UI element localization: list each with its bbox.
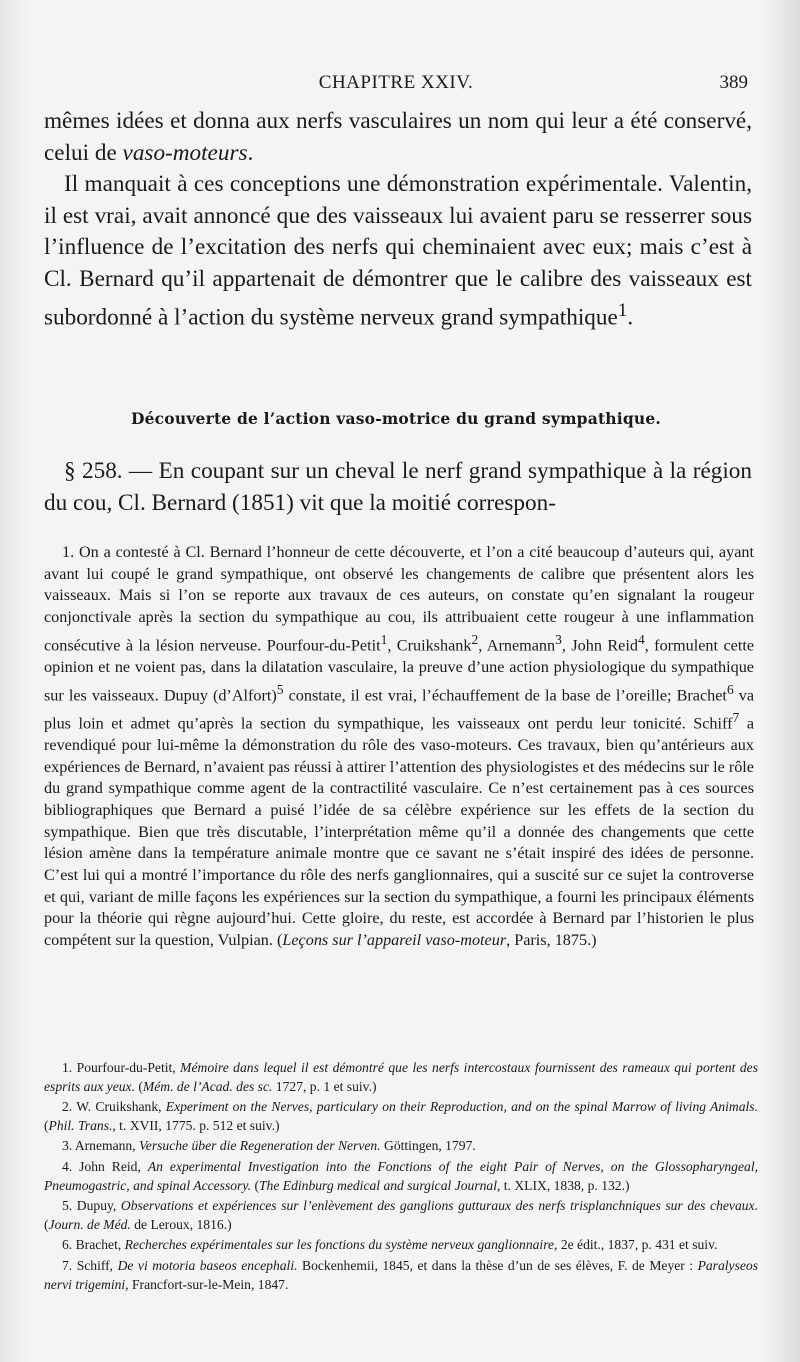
subnote-text: Göttingen, 1797. — [380, 1138, 476, 1154]
subnote-title: Versuche über die Regeneration der Nerven. — [139, 1138, 381, 1154]
term-vaso-moteurs: vaso-moteurs — [122, 139, 248, 166]
fn-ref: 1 — [380, 631, 388, 647]
subnote-title: De vi motoria baseos encephali. — [117, 1257, 298, 1273]
subnote-text: 7. Schiff, — [62, 1257, 118, 1273]
subnote-text: 2. W. Cruikshank, — [62, 1099, 166, 1115]
paragraph-2-end: . — [627, 304, 634, 331]
fn-text-part: a revendiqué pour lui-même la démonstration du rôle des vaso-moteurs. Ces travaux, bien qu’antérieurs aux expériences de Bernard, n’avaient pas réussi à attirer l’attention des physiologistes et des médecins sur le rôle du grand sympathique comme agent de la contractilité vasculaire. Ce n’est certainement pas à ces sources bibliographiques que Bernard a puisé l’idée de sa célèbre expérience sur les effets de la section du sympathique. Bien que très discutable, l’interprétation même qu’il a donnée des changements que cette lésion amène dans la température animale montre que ce savant ne s’était inspiré des idées de personne. C’est lui qui a montré l’importance du rôle des nerfs ganglionnaires, qui a suscité sur ce sujet la controverse et qui, variant de mille façons les expériences sur la section du sympathique, a fourni les principaux éléments pour la théorie qui règne aujourd’hui. Cette gloire, du reste, est accordée à Bernard par l’historien le plus compétent sur la question, Vulpian. ( — [44, 714, 755, 950]
fn-text-part: , Arnemann — [478, 636, 556, 655]
section-heading: Découverte de l’action vaso-motrice du grand sympathique. — [130, 409, 662, 428]
paragraph-1-text: mêmes idées et donna aux nerfs vasculaires un nom qui leur a été conservé, celui de — [44, 108, 752, 166]
fn-text-part: , John Reid — [561, 636, 638, 655]
fn-ref: 4 — [637, 631, 645, 647]
paragraph-1-end: . — [247, 139, 254, 166]
fn-ref: 5 — [276, 681, 284, 697]
subnote-text: ( — [134, 1078, 143, 1094]
paragraph-2-text: Il manquait à ces conceptions une démonstration expérimentale. Valentin, il est vrai, avait annoncé que des vaisseaux lui avaient paru se resserrer sous l’influence de l’excitation des nerfs qui cheminaient avec eux; mais c’est à Cl. Bernard qu’il appartenait de démontrer que le calibre des vaisseaux est subordonné à l’action du système nerveux grand sympathique — [44, 171, 752, 331]
subnote-text: ( — [251, 1177, 259, 1193]
subnote-text: 1727, p. 1 et suiv.) — [272, 1078, 377, 1094]
subnote-title: Recherches expérimentales sur les fonctions du système nerveux ganglionnaire, — [124, 1237, 558, 1253]
subnote-3 — [44, 1137, 758, 1156]
fn-ref: 2 — [471, 631, 479, 647]
fn-ref: 3 — [555, 631, 562, 647]
page-number: 389 — [719, 72, 748, 93]
subnote-4 — [44, 1158, 758, 1195]
fn-italic-title: Leçons sur l’appareil vaso-moteur — [282, 931, 507, 950]
subnote-title: Experiment on the Nerves, particulary on their Reproduction, and on the spinal Marrow of living Animals. — [165, 1099, 758, 1115]
subnote-text: 4. John Reid, — [62, 1158, 148, 1174]
subnote-5 — [44, 1197, 758, 1234]
subnote-source: Mém. de l’Acad. des sc. — [142, 1078, 273, 1094]
sub-footnotes — [44, 1059, 758, 1296]
subnote-text: de Leroux, 1816.) — [130, 1216, 232, 1232]
footnote-1-text — [44, 542, 754, 952]
subnote-text: , t. XVII, 1775. p. 512 et suiv.) — [112, 1117, 280, 1133]
section-258 — [44, 456, 752, 519]
subnote-source: The Edinburg medical and surgical Journal — [258, 1177, 497, 1193]
fn-text-part: va plus loin et admet qu’après la section du sympathique, les vaisseaux ont perdu leur tonicité. Schiff — [44, 686, 755, 733]
fn-text-part: , Cruikshank — [387, 636, 472, 655]
footnote-ref-1: 1 — [617, 300, 628, 321]
paragraph-2 — [44, 169, 752, 334]
subnote-title: Observations et expériences sur l’enlèvement des ganglions gutturaux des nerfs trisplanchniques sur des chevaux. — [120, 1198, 758, 1214]
subnote-title: An experimental Investigation into the Fonctions of the eight Pair of Nerves, on the Glossopharyngeal, Pneumogastric, and spinal Accessory. — [44, 1158, 758, 1193]
subnote-text: ( — [44, 1117, 49, 1133]
subnote-text: 1. Pourfour-du-Petit, — [62, 1060, 181, 1075]
footnote-1 — [44, 542, 754, 952]
paragraph-258: § 258. — En coupant sur un cheval le nerf grand sympathique à la région du cou, Cl. Bernard (1851) vit que la moitié correspon- — [44, 458, 752, 516]
chapter-title: CHAPITRE XXIV. — [318, 72, 474, 93]
subnote-source: Phil. Trans. — [48, 1117, 113, 1133]
fn-text-part: constate, il est vrai, l’échauffement de la base de l’oreille; Brachet — [283, 686, 727, 704]
fn-text-part: , formulent cette opinion et ne voient pas, dans la dilatation vasculaire, la preuve d’une action physiologique du sympathique sur les vaisseaux. Dupuy (d’Alfort) — [44, 636, 755, 704]
subnote-source: Paralyseos nervi trigemini, — [44, 1257, 758, 1292]
subnote-title: Mémoire dans lequel il est démontré que les nerfs intercostaux fournissent des rameaux qui portent des esprits aux yeux. — [44, 1060, 758, 1094]
main-text — [44, 106, 752, 334]
subnote-text: , t. XLIX, 1838, p. 132.) — [496, 1177, 630, 1193]
fn-ref: 6 — [726, 681, 734, 697]
subnote-6 — [44, 1236, 758, 1255]
subnote-text: 2e édit., 1837, p. 431 et suiv. — [557, 1237, 718, 1253]
subnote-7 — [44, 1257, 758, 1294]
subnote-source: Journ. de Méd. — [48, 1216, 131, 1232]
subnote-text: Francfort-sur-le-Mein, 1847. — [128, 1276, 289, 1292]
subnote-text: 6. Brachet, — [62, 1237, 125, 1253]
subnote-2 — [44, 1098, 758, 1135]
subnote-text: ( — [44, 1216, 49, 1232]
subnote-text: 5. Dupuy, — [62, 1198, 121, 1214]
running-header — [44, 72, 748, 100]
subnote-text: 3. Arnemann, — [62, 1138, 140, 1154]
subnote-1 — [44, 1059, 758, 1096]
fn-text-part: , Paris, 1875.) — [506, 931, 597, 950]
fn-text-part: 1. On a contesté à Cl. Bernard l’honneur de cette découverte, et l’on a cité beaucoup d’auteurs qui, ayant avant lui coupé le grand sympathique, ont observé les changements de calibre que présentent alors les vaisseaux. Mais si l’on se reporte aux travaux de ces auteurs, on constate qu’en signalant la rougeur conjonctivale après la section du sympathique au cou, ils attribuaient cette rougeur à une inflammation consécutive à la lésion nerveuse. Pourfour-du-Petit — [44, 543, 754, 655]
paragraph-1 — [44, 106, 752, 169]
fn-ref: 7 — [732, 709, 740, 725]
subnote-text: Bockenhemii, 1845, et dans la thèse d’un de ses élèves, F. de Meyer : — [297, 1257, 698, 1273]
